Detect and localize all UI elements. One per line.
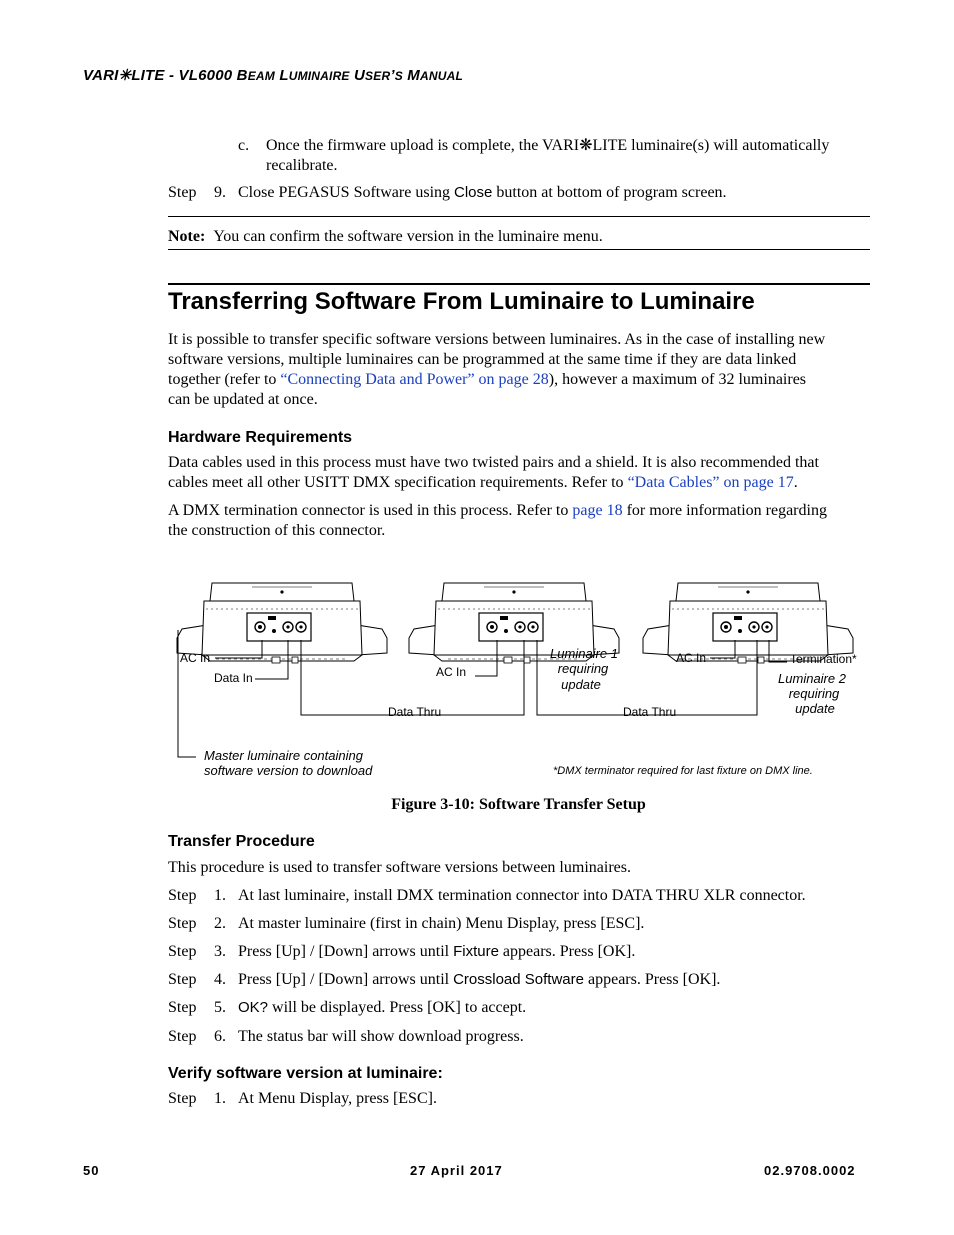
close-button-ref: Close: [454, 184, 493, 201]
hardware-paragraph-1: Data cables used in this process must have two twisted pairs and a shield. It is also recommended that cables meet all other USITT DMX specification requirements. Refer to “Data Cables” on page 17.: [168, 454, 819, 491]
label-termination: Termination*: [790, 652, 857, 666]
running-header: VARI✳LITE - VL6000 BEAM LUMINAIRE USER’S MANUAL: [83, 67, 463, 84]
section-rule: [168, 283, 870, 285]
label-master-1: Master luminaire containing: [204, 748, 363, 763]
label-luminaire-1-update: update: [561, 677, 601, 692]
figure-caption: Figure 3-10: Software Transfer Setup: [391, 796, 646, 813]
label-ac-in-3: AC In: [676, 651, 707, 665]
label-luminaire-2: Luminaire 2: [778, 671, 846, 686]
label-ac-in-2: AC In: [436, 665, 467, 679]
procedure-step-6: Step 6. The status bar will show download progress.: [168, 1028, 524, 1045]
procedure-intro: This procedure is used to transfer software versions between luminaires.: [168, 859, 631, 876]
procedure-step-4: Step 4. Press [Up] / [Down] arrows until Crossload Software appears. Press [OK].: [168, 971, 721, 988]
note-top-rule: [168, 216, 870, 217]
substep-c-letter: c.: [238, 137, 250, 154]
label-luminaire-1-requiring: requiring: [557, 661, 609, 676]
procedure-heading: Transfer Procedure: [168, 833, 315, 850]
software-transfer-diagram: [0, 570, 954, 790]
label-luminaire-2-requiring: requiring: [788, 686, 840, 701]
menu-item-ref: Crossload Software: [453, 971, 584, 988]
section-paragraph: It is possible to transfer specific software versions between luminaires. As in the case of installing new software versions, multiple luminaires can be programmed at the same time if they are data linked together (refer to “Connecting Data and Power” on page 28), however a maximum of 32 luminaires can be updated at once.: [168, 331, 826, 408]
label-ac-in-1: AC In: [180, 651, 211, 665]
verify-heading: Verify software version at luminaire:: [168, 1065, 443, 1082]
label-data-thru-1: Data Thru: [388, 705, 442, 719]
luminaire-2-drawing: [643, 583, 853, 663]
note-bottom-rule: [168, 249, 870, 250]
label-luminaire-1: Luminaire 1: [550, 646, 618, 661]
hardware-paragraph-2: A DMX termination connector is used in this process. Refer to page 18 for more information regarding the construction of this connector.: [168, 502, 827, 539]
link-connecting-data[interactable]: “Connecting Data and Power” on page 28: [280, 371, 549, 388]
footer-doc-number: 02.9708.0002: [764, 1163, 856, 1178]
procedure-step-2: Step 2. At master luminaire (first in chain) Menu Display, press [ESC].: [168, 915, 645, 932]
procedure-step-3: Step 3. Press [Up] / [Down] arrows until Fixture appears. Press [OK].: [168, 943, 636, 960]
footer-page-number: 50: [83, 1163, 100, 1178]
note-text: You can confirm the software version in the luminaire menu.: [213, 228, 603, 245]
note: [168, 227, 603, 247]
procedure-step-5: Step 5. OK? will be displayed. Press [OK] to accept.: [168, 999, 527, 1016]
label-data-thru-2: Data Thru: [623, 705, 677, 719]
link-page-18[interactable]: page 18: [572, 502, 623, 519]
hardware-heading: Hardware Requirements: [168, 429, 353, 446]
label-dmx-note: *DMX terminator required for last fixture on DMX line.: [553, 765, 813, 777]
label-data-in: Data In: [214, 671, 253, 685]
step-9: Step 9. Close PEGASUS Software using Close button at bottom of program screen.: [168, 184, 727, 201]
label-master-2: software version to download: [204, 763, 373, 778]
label-luminaire-2-update: update: [795, 701, 835, 716]
footer-date: 27 April 2017: [410, 1163, 503, 1178]
section-title: Transferring Software From Luminaire to Luminaire: [168, 288, 755, 315]
link-data-cables[interactable]: “Data Cables” on page 17: [627, 474, 794, 491]
menu-item-ref: OK?: [238, 999, 269, 1016]
verify-step-1: Step 1. At Menu Display, press [ESC].: [168, 1090, 437, 1107]
procedure-step-1: Step 1. At last luminaire, install DMX termination connector into DATA THRU XLR connector.: [168, 887, 806, 904]
note-label: Note:: [168, 228, 206, 245]
asterisk-logo-icon: ❋: [579, 137, 593, 154]
menu-item-ref: Fixture: [453, 943, 499, 960]
asterisk-logo-icon: ✳: [118, 67, 132, 84]
substep-c-text: Once the firmware upload is complete, the VARI❋LITE luminaire(s) will automatically recalibrate.: [266, 137, 830, 174]
